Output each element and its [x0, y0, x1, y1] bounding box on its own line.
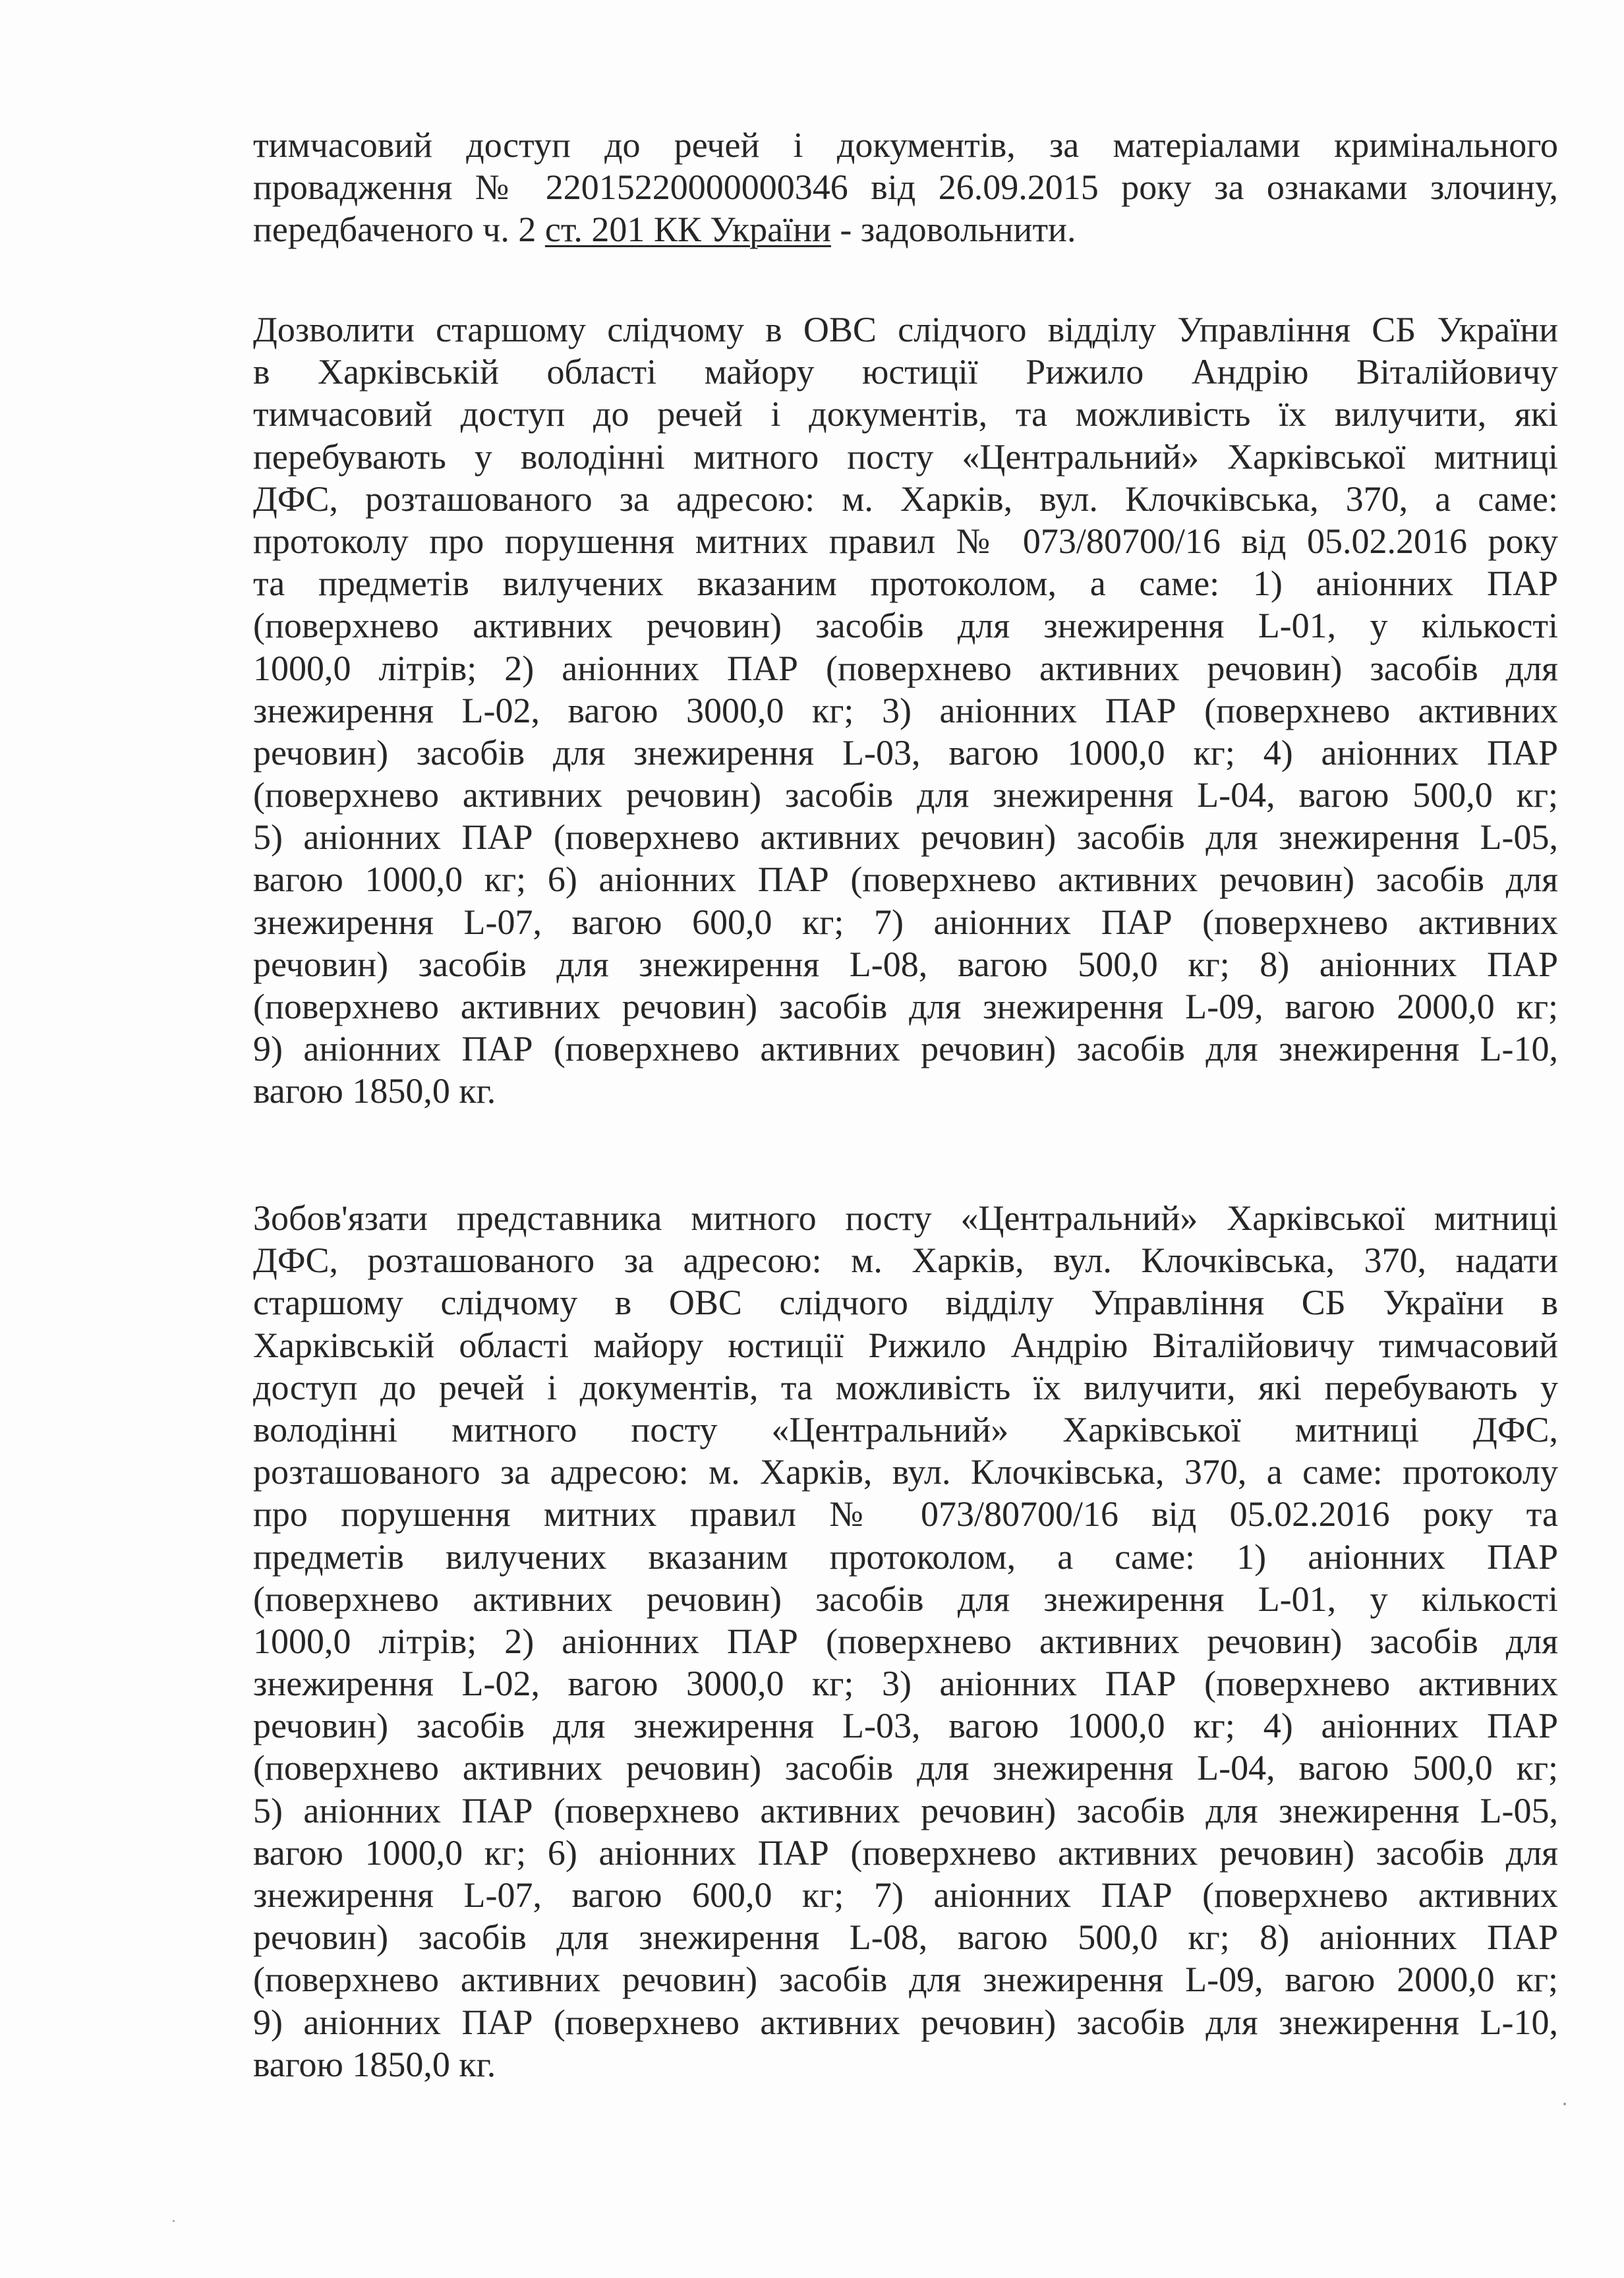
text-line: 5) аніонних ПАР (поверхнево активних речовин) засобів для знежирення L-05, [253, 1790, 1558, 1830]
scan-speck [173, 2220, 175, 2222]
text-line: перебувають у володінні митного посту «Центральний» Харківської митниці [253, 436, 1558, 477]
text-line: та предметів вилучених вказаним протоколом, а саме: 1) аніонних ПАР [253, 564, 1558, 604]
text-line: доступ до речей і документів, та можливість їх вилучити, які перебувають у [253, 1367, 1558, 1407]
scan-speck [1563, 2103, 1566, 2105]
criminal-code-article-link[interactable]: ст. 201 КК України [544, 210, 831, 250]
paragraph-obligation [253, 1197, 1558, 2086]
text-line: 9) аніонних ПАР (поверхнево активних речовин) засобів для знежирення L-10, [253, 2002, 1558, 2042]
text-line: 1000,0 літрів; 2) аніонних ПАР (поверхнево активних речовин) засобів для [253, 1621, 1558, 1661]
text-line: тимчасовий доступ до речей і документів, та можливість їх вилучити, які [253, 394, 1558, 434]
text-line: вагою 1850,0 кг. [253, 2044, 496, 2084]
text-fragment: передбаченого ч. 2 [253, 210, 545, 250]
text-line: тимчасовий доступ до речей і документів, за матеріалами кримінального [253, 125, 1558, 165]
text-fragment: - задовольнити. [830, 210, 1076, 250]
text-line: (поверхнево активних речовин) засобів для знежирення L-09, вагою 2000,0 кг; [253, 1960, 1558, 2000]
text-line: (поверхнево активних речовин) засобів для знежирення L-04, вагою 500,0 кг; [253, 775, 1558, 815]
text-line: про порушення митних правил № 073/80700/16 від 05.02.2016 року та [253, 1494, 1558, 1534]
text-line: (поверхнево активних речовин) засобів для знежирення L-09, вагою 2000,0 кг; [253, 987, 1558, 1026]
text-line: предметів вилучених вказаним протоколом, а саме: 1) аніонних ПАР [253, 1536, 1558, 1577]
text-line: (поверхнево активних речовин) засобів для знежирення L-01, у кількості [253, 606, 1558, 646]
text-line: вагою 1000,0 кг; 6) аніонних ПАР (поверхнево активних речовин) засобів для [253, 1832, 1558, 1873]
text-line: (поверхнево активних речовин) засобів для знежирення L-01, у кількості [253, 1579, 1558, 1619]
text-line: провадження № 22015220000000346 від 26.09.2015 року за ознаками злочину, [253, 167, 1558, 208]
text-line: в Харківській області майору юстиції Рижило Андрію Віталійовичу [253, 352, 1558, 392]
text-line: вагою 1850,0 кг. [253, 1071, 496, 1111]
text-line: 9) аніонних ПАР (поверхнево активних речовин) засобів для знежирення L-10, [253, 1029, 1558, 1069]
text-line: знежирення L-07, вагою 600,0 кг; 7) аніонних ПАР (поверхнево активних [253, 902, 1558, 942]
text-line: знежирення L-02, вагою 3000,0 кг; 3) аніонних ПАР (поверхнево активних [253, 690, 1558, 730]
text-line: розташованого за адресою: м. Харків, вул. Клочківська, 370, а саме: протоколу [253, 1452, 1558, 1492]
text-line: Харківській області майору юстиції Рижило Андрію Віталійовичу тимчасовий [253, 1325, 1558, 1365]
text-line: знежирення L-07, вагою 600,0 кг; 7) аніонних ПАР (поверхнево активних [253, 1875, 1558, 1915]
paragraph-grant-motion [253, 124, 1558, 251]
text-line: речовин) засобів для знежирення L-03, вагою 1000,0 кг; 4) аніонних ПАР [253, 732, 1558, 773]
text-line: ДФС, розташованого за адресою: м. Харків, вул. Клочківська, 370, надати [253, 1241, 1558, 1281]
text-line: вагою 1000,0 кг; 6) аніонних ПАР (поверхнево активних речовин) засобів для [253, 860, 1558, 900]
text-line [253, 208, 1558, 250]
text-line: ДФС, розташованого за адресою: м. Харків, вул. Клочківська, 370, а саме: [253, 479, 1558, 519]
text-line: речовин) засобів для знежирення L-08, вагою 500,0 кг; 8) аніонних ПАР [253, 1917, 1558, 1958]
text-line: 1000,0 літрів; 2) аніонних ПАР (поверхнево активних речовин) засобів для [253, 648, 1558, 688]
text-line: знежирення L-02, вагою 3000,0 кг; 3) аніонних ПАР (поверхнево активних [253, 1664, 1558, 1704]
text-line: речовин) засобів для знежирення L-08, вагою 500,0 кг; 8) аніонних ПАР [253, 944, 1558, 984]
text-line: володінні митного посту «Центральний» Харківської митниці ДФС, [253, 1409, 1558, 1449]
text-line: Дозволити старшому слідчому в ОВС слідчого відділу Управління СБ України [253, 310, 1558, 349]
text-line: (поверхнево активних речовин) засобів для знежирення L-04, вагою 500,0 кг; [253, 1748, 1558, 1788]
text-line: Зобов'язати представника митного посту «Центральний» Харківської митниці [253, 1198, 1558, 1238]
text-line: старшому слідчому в ОВС слідчого відділу Управління СБ України в [253, 1283, 1558, 1323]
paragraph-permission [253, 308, 1558, 1113]
text-line: 5) аніонних ПАР (поверхнево активних речовин) засобів для знежирення L-05, [253, 817, 1558, 858]
text-line: протоколу про порушення митних правил № 073/80700/16 від 05.02.2016 року [253, 521, 1558, 561]
text-line: речовин) засобів для знежирення L-03, вагою 1000,0 кг; 4) аніонних ПАР [253, 1706, 1558, 1746]
